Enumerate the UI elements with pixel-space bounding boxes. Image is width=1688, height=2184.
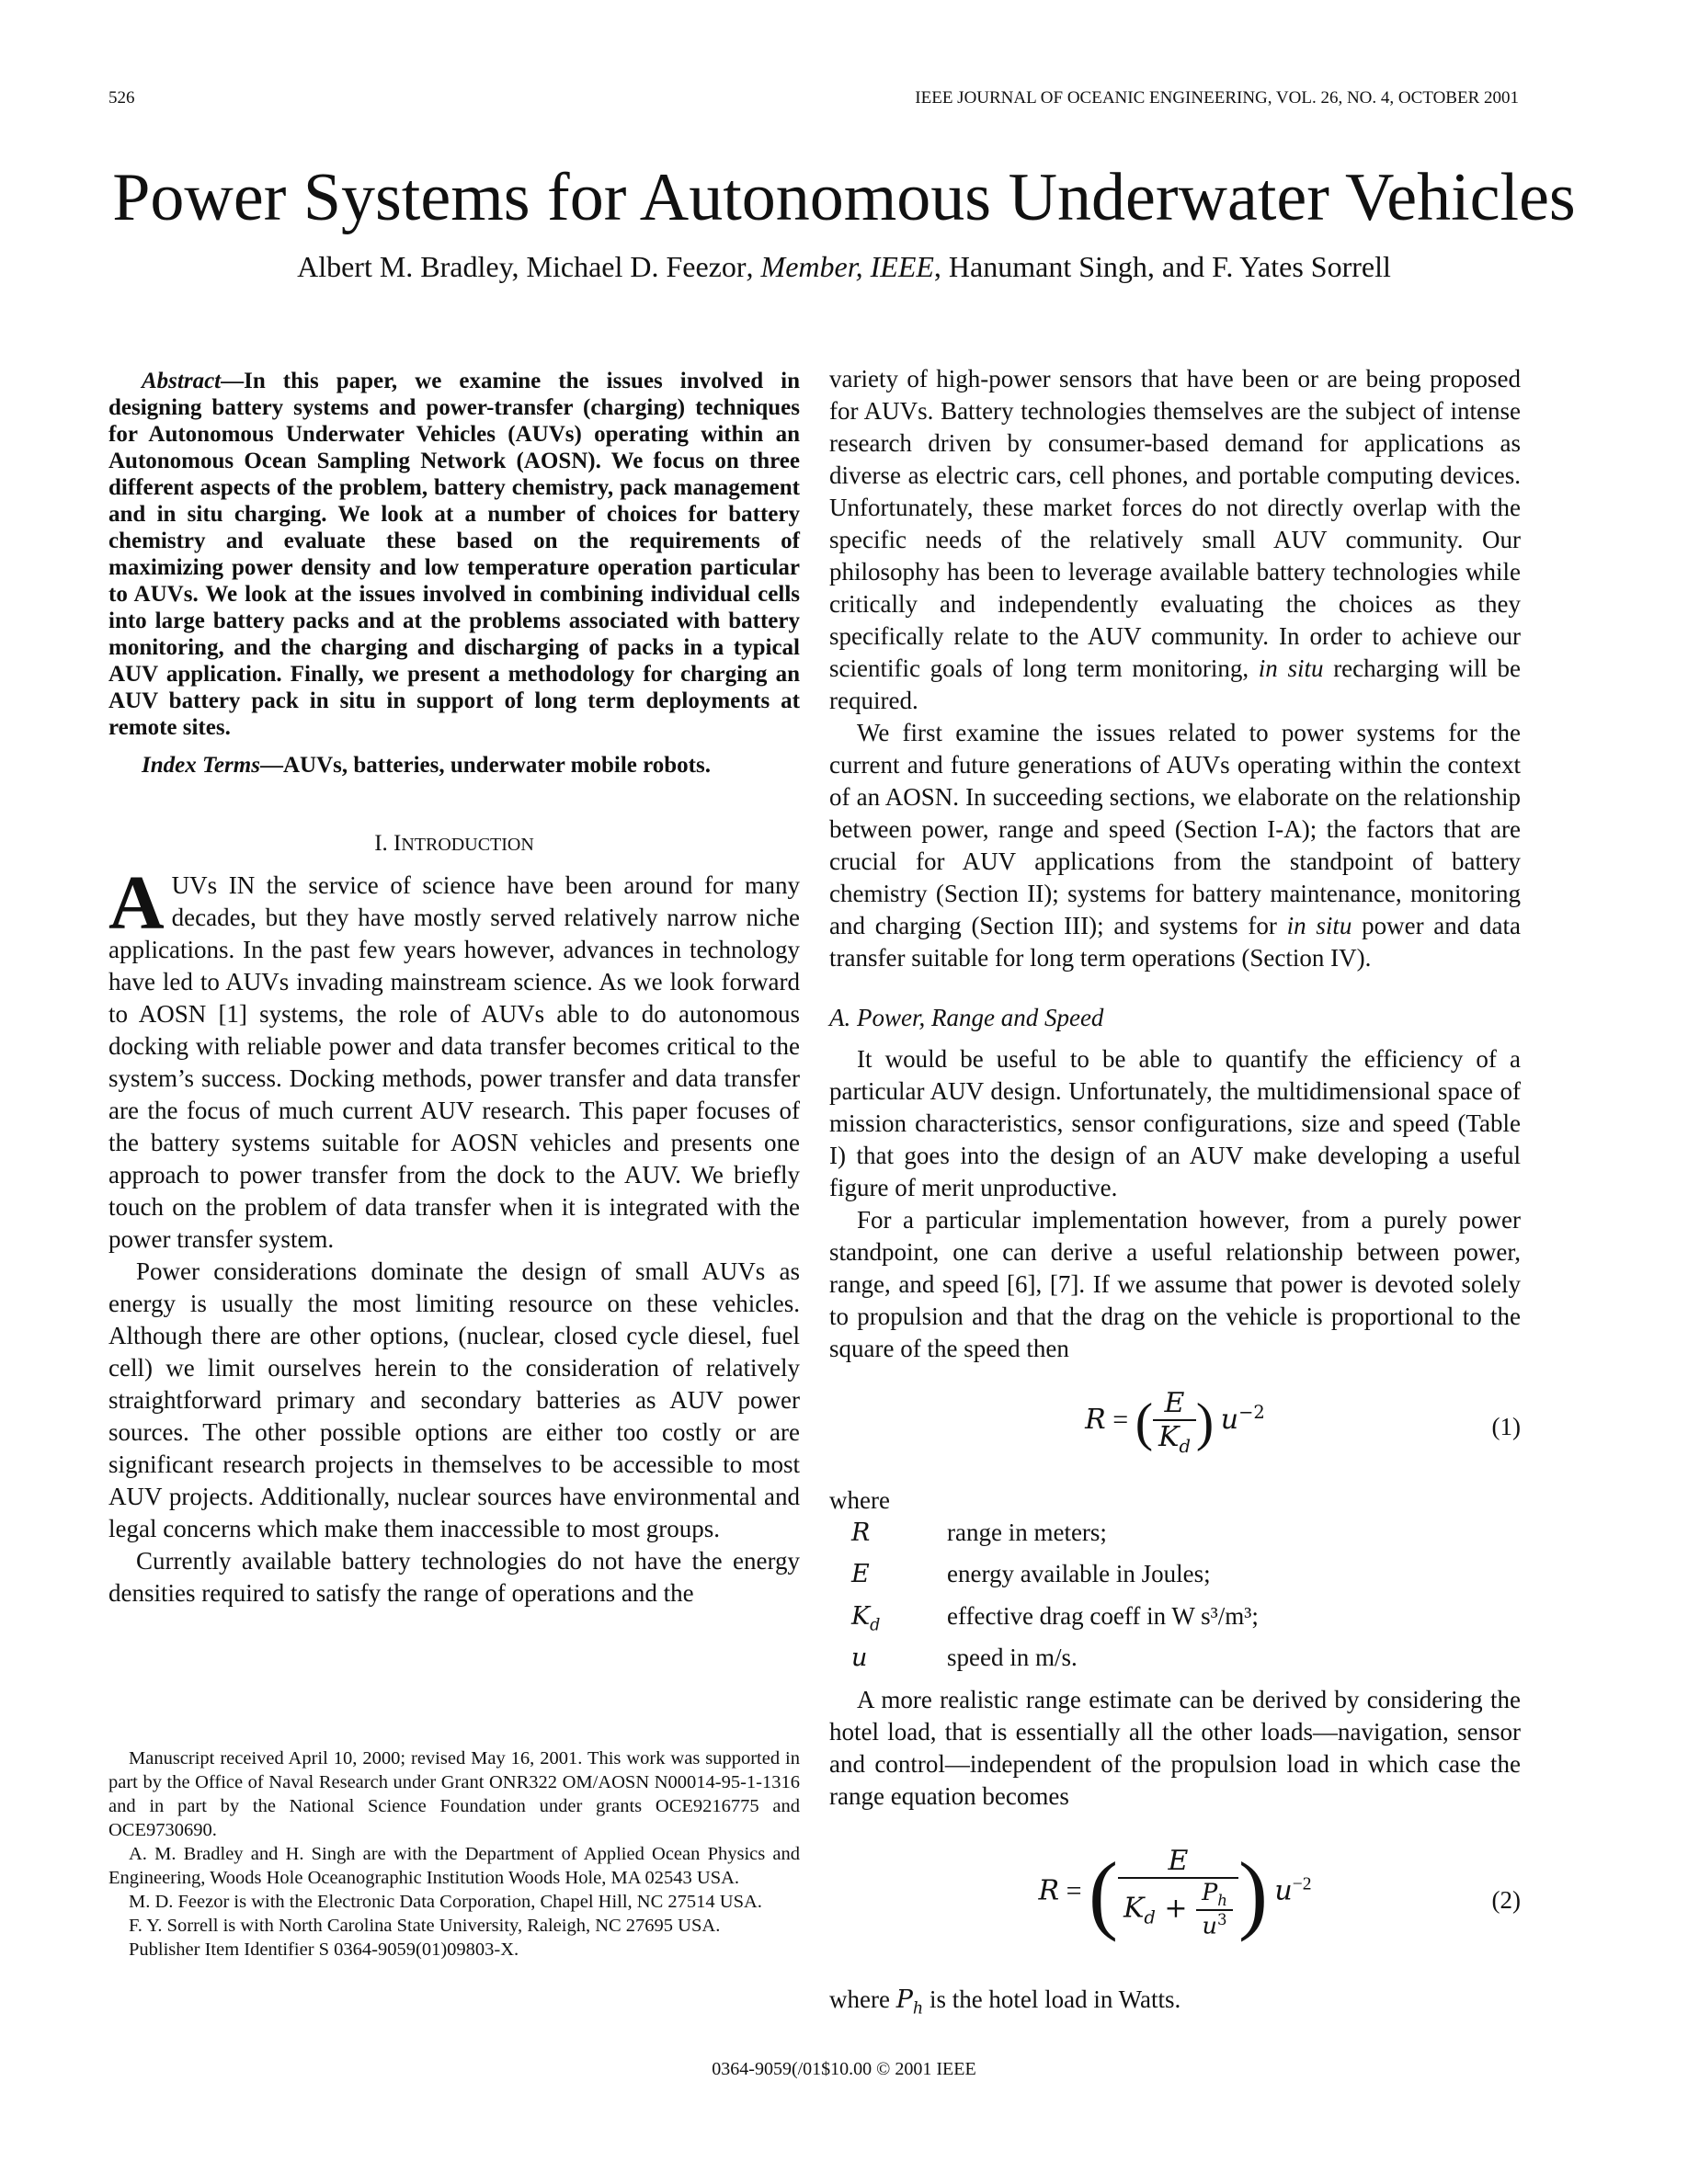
definition-symbol: $K_d$ (851, 1601, 881, 1635)
right-paragraph-1-text-a: variety of high-power sensors that have been or are being proposed for AUVs. Battery technologies themselves are the subject of intense research driven by consumer-based demand for applications as diverse as electric cars, cell phones, and portable computing devices. Unfortunately, these market forces do not directly overlap with the specific needs of the relatively small AUV community. Our philosophy has been to leverage available battery technologies while critically and independently evaluating the choices as they specifically relate to the AUV community. In order to achieve our scientific goals of long term monitoring, (829, 365, 1521, 682)
right-paragraph-2-text-a: We first examine the issues related to power systems for the current and future generations of AUVs operating within the context of an AOSN. In succeeding sections, we elaborate on the relationship between power, range and speed (Section I-A); the factors that are crucial for AUV applications from the standpoint of battery chemistry (Section II); systems for battery maintenance, monitoring and charging (Section III); and systems for (829, 719, 1521, 939)
equation-2 (829, 1842, 1521, 1971)
paper-title: Power Systems for Autonomous Underwater Vehicles (112, 160, 1576, 235)
eq2-inner-fraction (1196, 1879, 1233, 1940)
section-heading-introduction (108, 831, 800, 857)
intro-paragraph-1 (108, 860, 800, 1256)
footnote-affiliation-1: A. M. Bradley and H. Singh are with the Department of Applied Ocean Physics and Engineering, Woods Hole Oceanographic Institution Woods Hole, MA 02543 USA. (108, 1844, 800, 1888)
hotel-load-sub: h (912, 1998, 924, 2018)
subsection-heading-power-range-speed: A. Power, Range and Speed (829, 1004, 1104, 1031)
definition-symbol: u (851, 1644, 868, 1673)
drop-cap: A (108, 860, 165, 946)
eq2-inner-denominator: u (1202, 1912, 1217, 1940)
index-terms-lead: Index Terms (142, 753, 260, 778)
definition-item (829, 1642, 1521, 1683)
eq2-lhs: R (1038, 1873, 1060, 1906)
definition-text: effective drag coeff in W s³/m³; (947, 1601, 1259, 1630)
section-title-rest: NTRODUCTION (401, 835, 534, 855)
left-column (108, 368, 800, 1610)
equation-1 (829, 1387, 1521, 1470)
right-paragraph-5: A more realistic range estimate can be derived by considering the hotel load, that is essentially all the other loads—navigation, sensor and control—independent of the propulsion load in which case the range equation becomes (829, 1685, 1521, 1810)
copyright-footer: 0364-9059(/01$10.00 © 2001 IEEE (712, 2059, 976, 2079)
eq1-exponent: −2 (1238, 1401, 1265, 1423)
intro-paragraph-3: Currently available battery technologies do not have the energy densities required to satisfy the range of operations and the (108, 1547, 800, 1607)
eq2-fraction (1118, 1845, 1238, 1940)
index-terms (108, 752, 800, 779)
right-paragraph-1 (829, 363, 1521, 717)
eq2-k: K (1123, 1892, 1145, 1925)
right-paragraph-2 (829, 717, 1521, 974)
running-head (108, 88, 1519, 116)
hotel-load-symbol: P (895, 1985, 913, 2014)
eq1-denominator: K (1158, 1421, 1180, 1453)
authors-part-1: Albert M. Bradley, Michael D. Feezor (297, 250, 747, 283)
footnote-manuscript: Manuscript received April 10, 2000; revised May 16, 2001. This work was supported in part by the Office of Naval Research under Grant ONR322 OM/AOSN N00014-95-1-1316 and in part by the National Science Foundation under grants OCE9216775 and OCE9730690. (108, 1748, 800, 1840)
eq2-inner-numerator: P (1202, 1879, 1218, 1907)
definition-symbol: R (851, 1519, 871, 1547)
index-terms-text: —AUVs, batteries, underwater mobile robots. (259, 753, 711, 778)
equation-1-body: R = ( $\frac{E}{K_d}$ ) $u^{-2}$ (1085, 1387, 1265, 1457)
footnote-publisher-id: Publisher Item Identifier S 0364-9059(01)09803-X. (129, 1939, 519, 1960)
eq1-lhs: R (1085, 1403, 1106, 1436)
definition-symbol: E (851, 1560, 870, 1589)
definition-text: range in meters; (947, 1519, 1107, 1546)
eq2-exponent: −2 (1292, 1873, 1312, 1894)
right-paragraph-1-text-b: recharging will be required. (829, 654, 1521, 714)
eq1-denominator-sub: d (1179, 1436, 1191, 1457)
definition-item (829, 1558, 1521, 1599)
abstract (108, 368, 800, 741)
right-paragraph-2-emphasis: in situ (1286, 912, 1352, 939)
abstract-lead: Abstract (142, 369, 222, 393)
definition-item (829, 1517, 1521, 1558)
eq2-numerator: E (1118, 1845, 1238, 1879)
right-paragraph-2-text-b: power and data transfer suitable for long term operations (Section IV). (829, 912, 1521, 972)
eq2-inner-denominator-sup: 3 (1216, 1911, 1227, 1929)
journal-header: IEEE JOURNAL OF OCEANIC ENGINEERING, VOL. 26, NO. 4, OCTOBER 2001 (915, 88, 1519, 108)
definition-text: speed in m/s. (947, 1644, 1078, 1672)
eq2-k-sub: d (1144, 1906, 1156, 1928)
eq2-plus: + (1164, 1892, 1188, 1925)
equation-2-number: (2) (1491, 1885, 1521, 1914)
right-paragraph-6-text-b: is the hotel load in Watts. (923, 1985, 1181, 2013)
abstract-text: —In this paper, we examine the issues involved in designing battery systems and power-transfer (charging) techniques for Autonomous Underwater Vehicles (AUVs) operating within an Autonomous Ocean Sampling Network (AOSN). We focus on three different aspects of the problem, battery chemistry, pack management and in situ charging. We look at a number of choices for battery chemistry and evaluate these based on the requirements of maximizing power density and low temperature operation particular to AUVs. We look at the issues involved in combining individual cells into large battery packs and at the problems associated with battery monitoring, and the charging and discharging of packs in a typical AUV application. Finally, we present a methodology for charging an AUV battery pack in situ in support of long term deployments at remote sites. (108, 369, 800, 740)
right-paragraph-1-emphasis: in situ (1258, 654, 1324, 682)
footnotes (108, 1746, 800, 1962)
authors-part-2: , Hanumant Singh, and F. Yates Sorrell (933, 250, 1391, 283)
eq2-inner-numerator-sub: h (1217, 1892, 1227, 1910)
footnote-affiliation-2: M. D. Feezor is with the Electronic Data Corporation, Chapel Hill, NC 27514 USA. (129, 1892, 762, 1912)
right-paragraph-6 (829, 1984, 1521, 2025)
section-number: I. (374, 831, 394, 856)
intro-paragraph-2: Power considerations dominate the design of small AUVs as energy is usually the most limiting resource on these vehicles. Although there are other options, (nuclear, closed cycle diesel, fuel cell) we limit ourselves herein to the consideration of relatively straightforward primary and secondary batteries as AUV power sources. The other possible options are either too costly or are significant research projects in themselves to be accessible to most AUV projects. Additionally, nuclear sources have environmental and legal concerns which make them inaccessible to most groups. (108, 1257, 800, 1542)
equation-2-body: R = ( E $K_d$ + $\frac{P_h}{u^3}$ ) $u^{-2}$ (1038, 1843, 1312, 1942)
definition-text: energy available in Joules; (947, 1560, 1211, 1588)
footnote-affiliation-3: F. Y. Sorrell is with North Carolina State University, Raleigh, NC 27695 USA. (129, 1916, 721, 1936)
symbol-definitions (829, 1517, 1521, 1684)
intro-paragraph-1-text: UVs IN the service of science have been around for many decades, but they have mostly served relatively narrow niche applications. In the past few years however, advances in technology have led to AUVs invading mainstream science. As we look forward to AOSN [1] systems, the role of AUVs able to do autonomous docking with reliable power and data transfer becomes critical to the system’s success. Docking methods, power transfer and data transfer are the focus of much current AUV research. This paper focuses of the battery systems suitable for AOSN vehicles and presents one approach to power transfer from the dock to the AUV. We briefly touch on the problem of data transfer when it is integrated with the power transfer system. (108, 871, 800, 1253)
author-membership: , Member, IEEE (746, 250, 934, 283)
definition-item (829, 1600, 1521, 1642)
right-column (829, 363, 1521, 2025)
where-label: where (829, 1486, 890, 1514)
right-paragraph-4: For a particular implementation however, from a purely power standpoint, one can derive a useful relationship between power, range, and speed [6], [7]. If we assume that power is devoted solely to propulsion and that the drag on the vehicle is proportional to the square of the speed then (829, 1206, 1521, 1362)
eq1-fraction (1153, 1387, 1196, 1457)
author-line (0, 248, 1688, 285)
right-paragraph-6-text-a: where (829, 1985, 896, 2013)
eq1-numerator: E (1153, 1387, 1196, 1421)
page-number: 526 (108, 88, 135, 108)
eq1-u: u (1220, 1403, 1239, 1436)
section-title-initial: I (393, 831, 402, 856)
right-paragraph-3: It would be useful to be able to quantify the efficiency of a particular AUV design. Unfortunately, the multidimensional space of mission characteristics, sensor configurations, size and speed (Table I) that goes into the design of an AUV make developing a useful figure of merit unproductive. (829, 1045, 1521, 1201)
equation-1-number: (1) (1491, 1413, 1521, 1440)
eq2-u: u (1274, 1873, 1293, 1906)
